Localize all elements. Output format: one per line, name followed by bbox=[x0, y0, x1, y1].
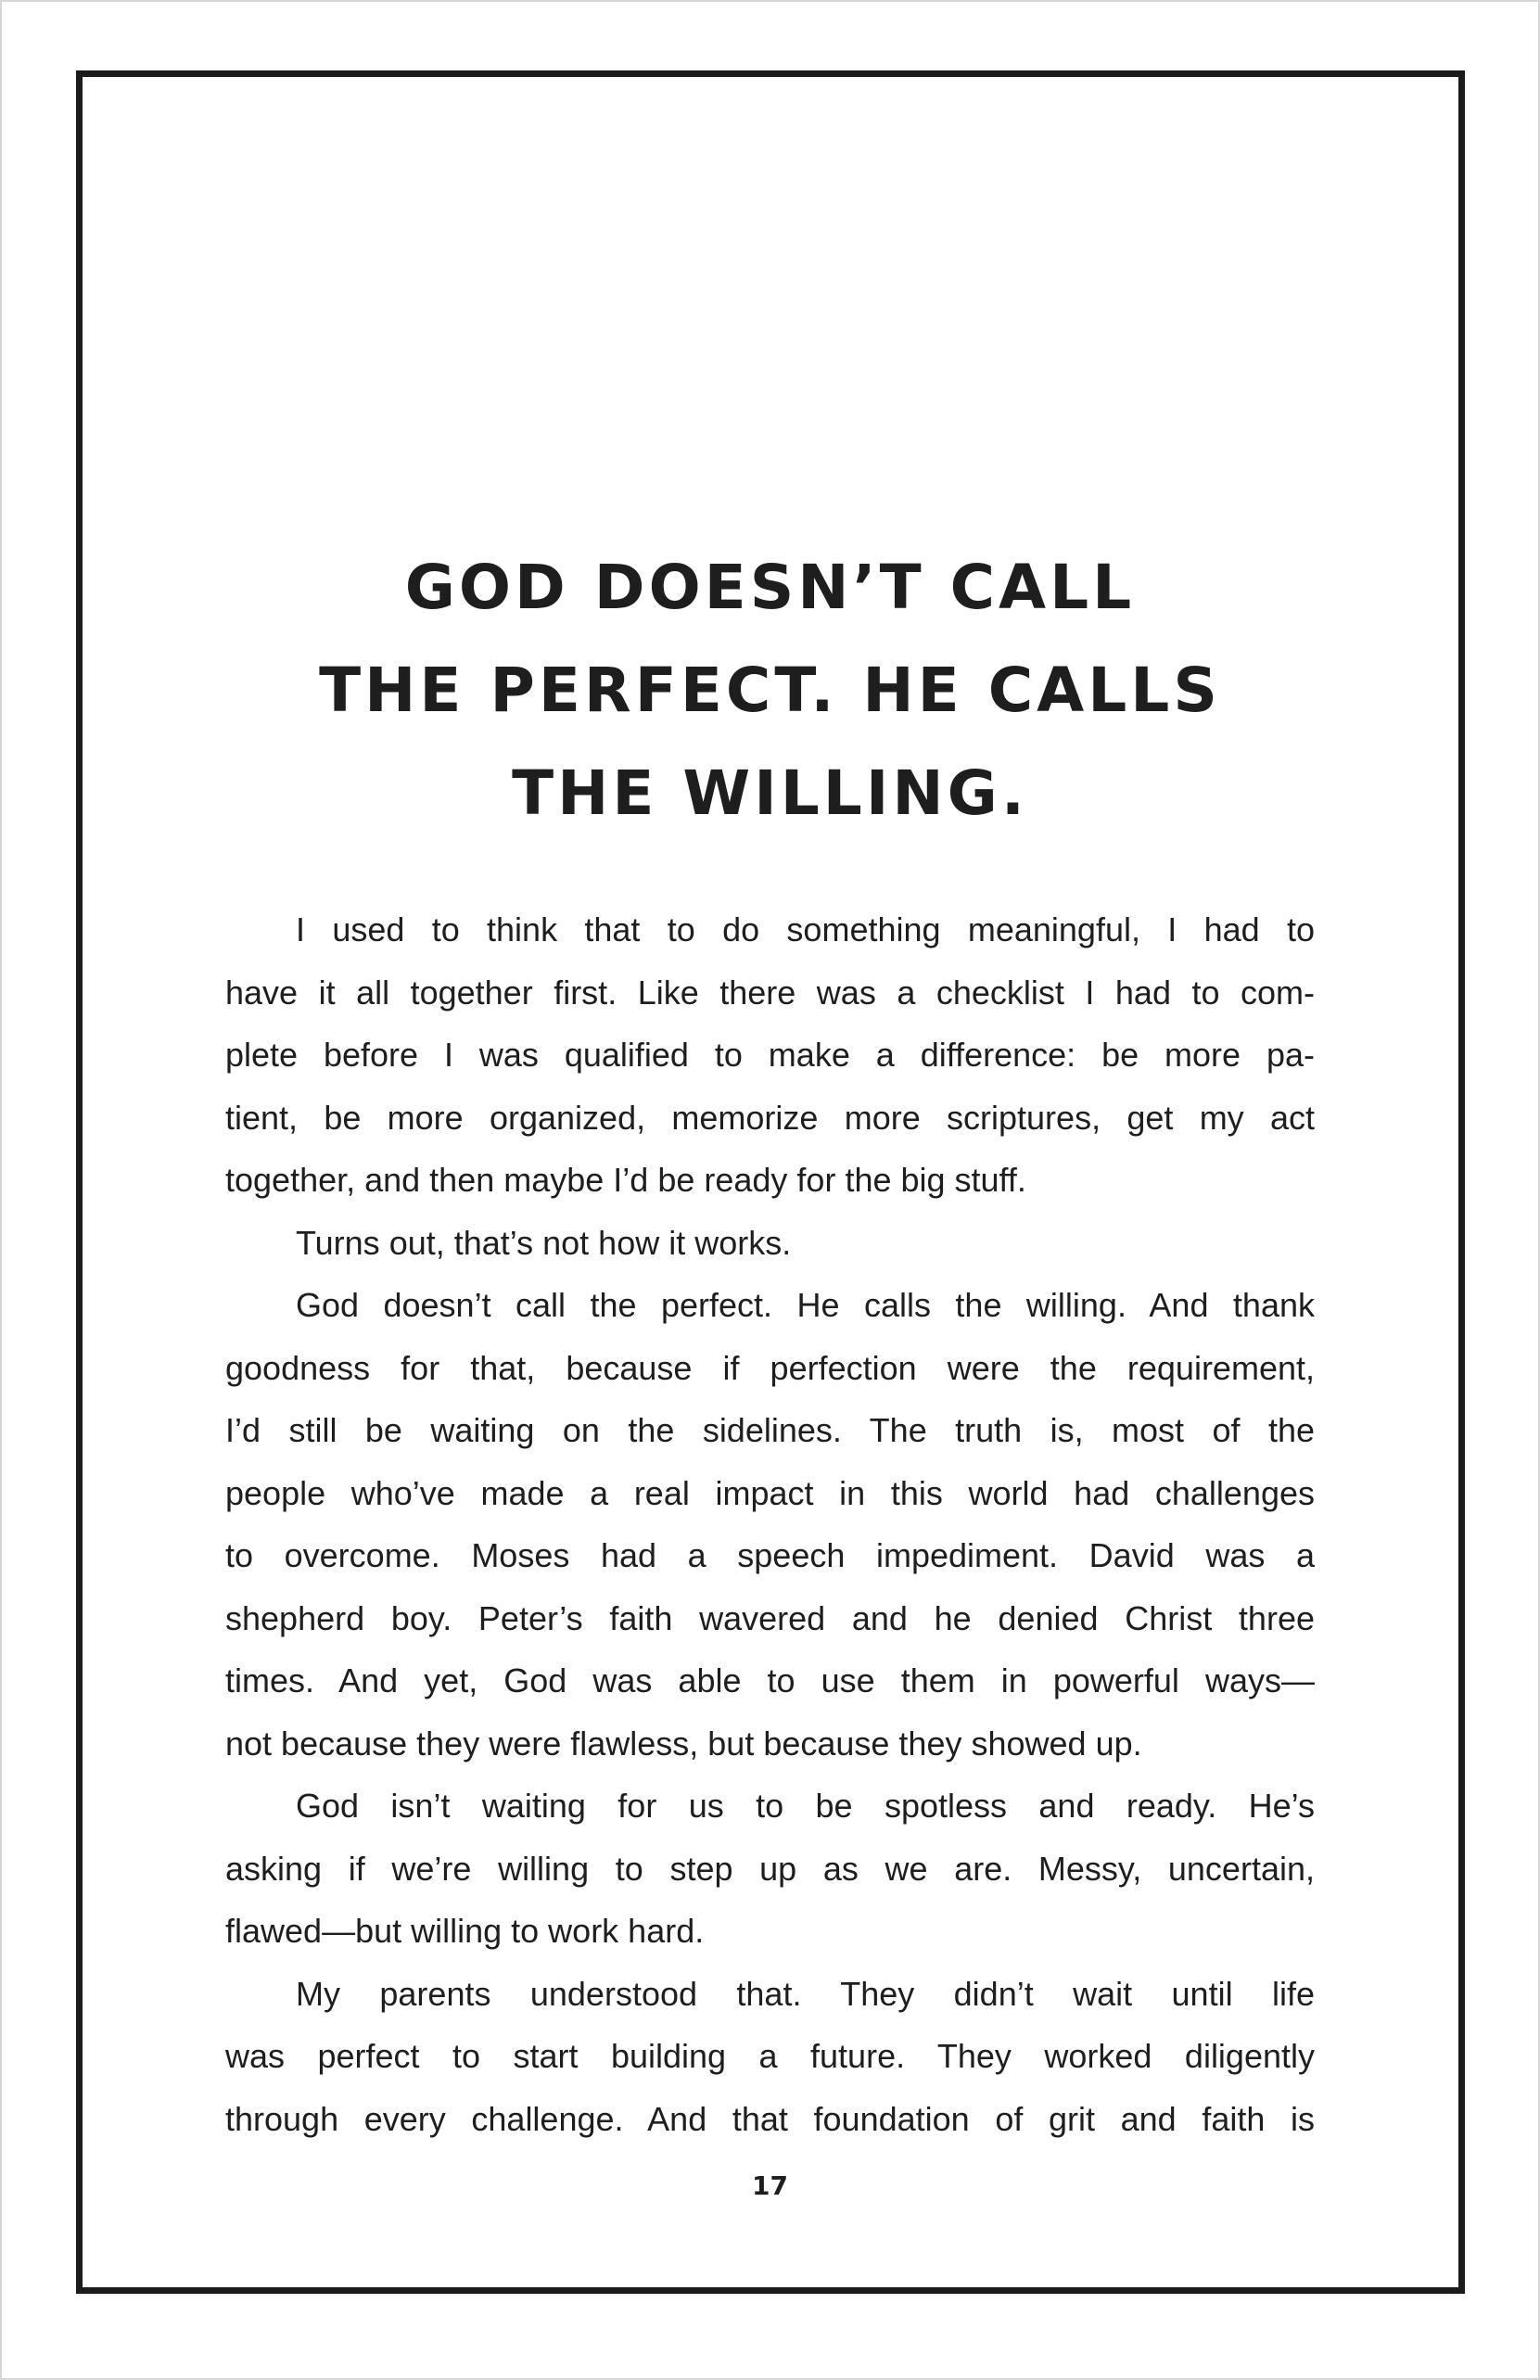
text-line: was perfect to start building a future. They worked diligently bbox=[225, 2037, 1315, 2075]
page-number: 17 bbox=[752, 2170, 788, 2201]
text-line: My parents understood that. They didn’t wait until life bbox=[296, 1974, 1315, 2013]
text-line: flawed—but willing to work hard. bbox=[225, 1912, 705, 1950]
text-line: times. And yet, God was able to use them in powerful ways— bbox=[225, 1661, 1315, 1699]
chapter-title-line: THE WILLING. bbox=[512, 757, 1028, 829]
text-line: not because they were flawless, but because they showed up. bbox=[225, 1724, 1142, 1763]
body-text bbox=[225, 898, 1315, 2150]
text-line: have it all together first. Like there was a checklist I had to com- bbox=[225, 973, 1315, 1012]
text-line: to overcome. Moses had a speech impediment. David was a bbox=[225, 1536, 1315, 1574]
text-line: asking if we’re willing to step up as we are. Messy, uncertain, bbox=[225, 1849, 1315, 1888]
text-line: goodness for that, because if perfection were the requirement, bbox=[225, 1348, 1315, 1387]
text-line: people who’ve made a real impact in this world had challenges bbox=[225, 1473, 1315, 1512]
text-line: tient, be more organized, memorize more scriptures, get my act bbox=[225, 1098, 1315, 1137]
chapter-title bbox=[148, 536, 1392, 845]
text-line: God doesn’t call the perfect. He calls the willing. And thank bbox=[296, 1286, 1315, 1324]
text-line: I used to think that to do something meaningful, I had to bbox=[296, 910, 1315, 948]
text-line: together, and then maybe I’d be ready for the big stuff. bbox=[225, 1161, 1026, 1199]
text-line: through every challenge. And that foundation of grit and faith is bbox=[225, 2099, 1315, 2138]
text-line: plete before I was qualified to make a difference: be more pa- bbox=[225, 1036, 1315, 1074]
text-line: I’d still be waiting on the sidelines. The truth is, most of the bbox=[225, 1411, 1315, 1449]
text-line: God isn’t waiting for us to be spotless and ready. He’s bbox=[296, 1787, 1315, 1825]
text-line: shepherd boy. Peter’s faith wavered and he denied Christ three bbox=[225, 1598, 1315, 1637]
text-line: Turns out, that’s not how it works. bbox=[296, 1223, 792, 1262]
chapter-title-line: THE PERFECT. HE CALLS bbox=[319, 655, 1221, 726]
chapter-title-line: GOD DOESN’T CALL bbox=[404, 552, 1136, 623]
